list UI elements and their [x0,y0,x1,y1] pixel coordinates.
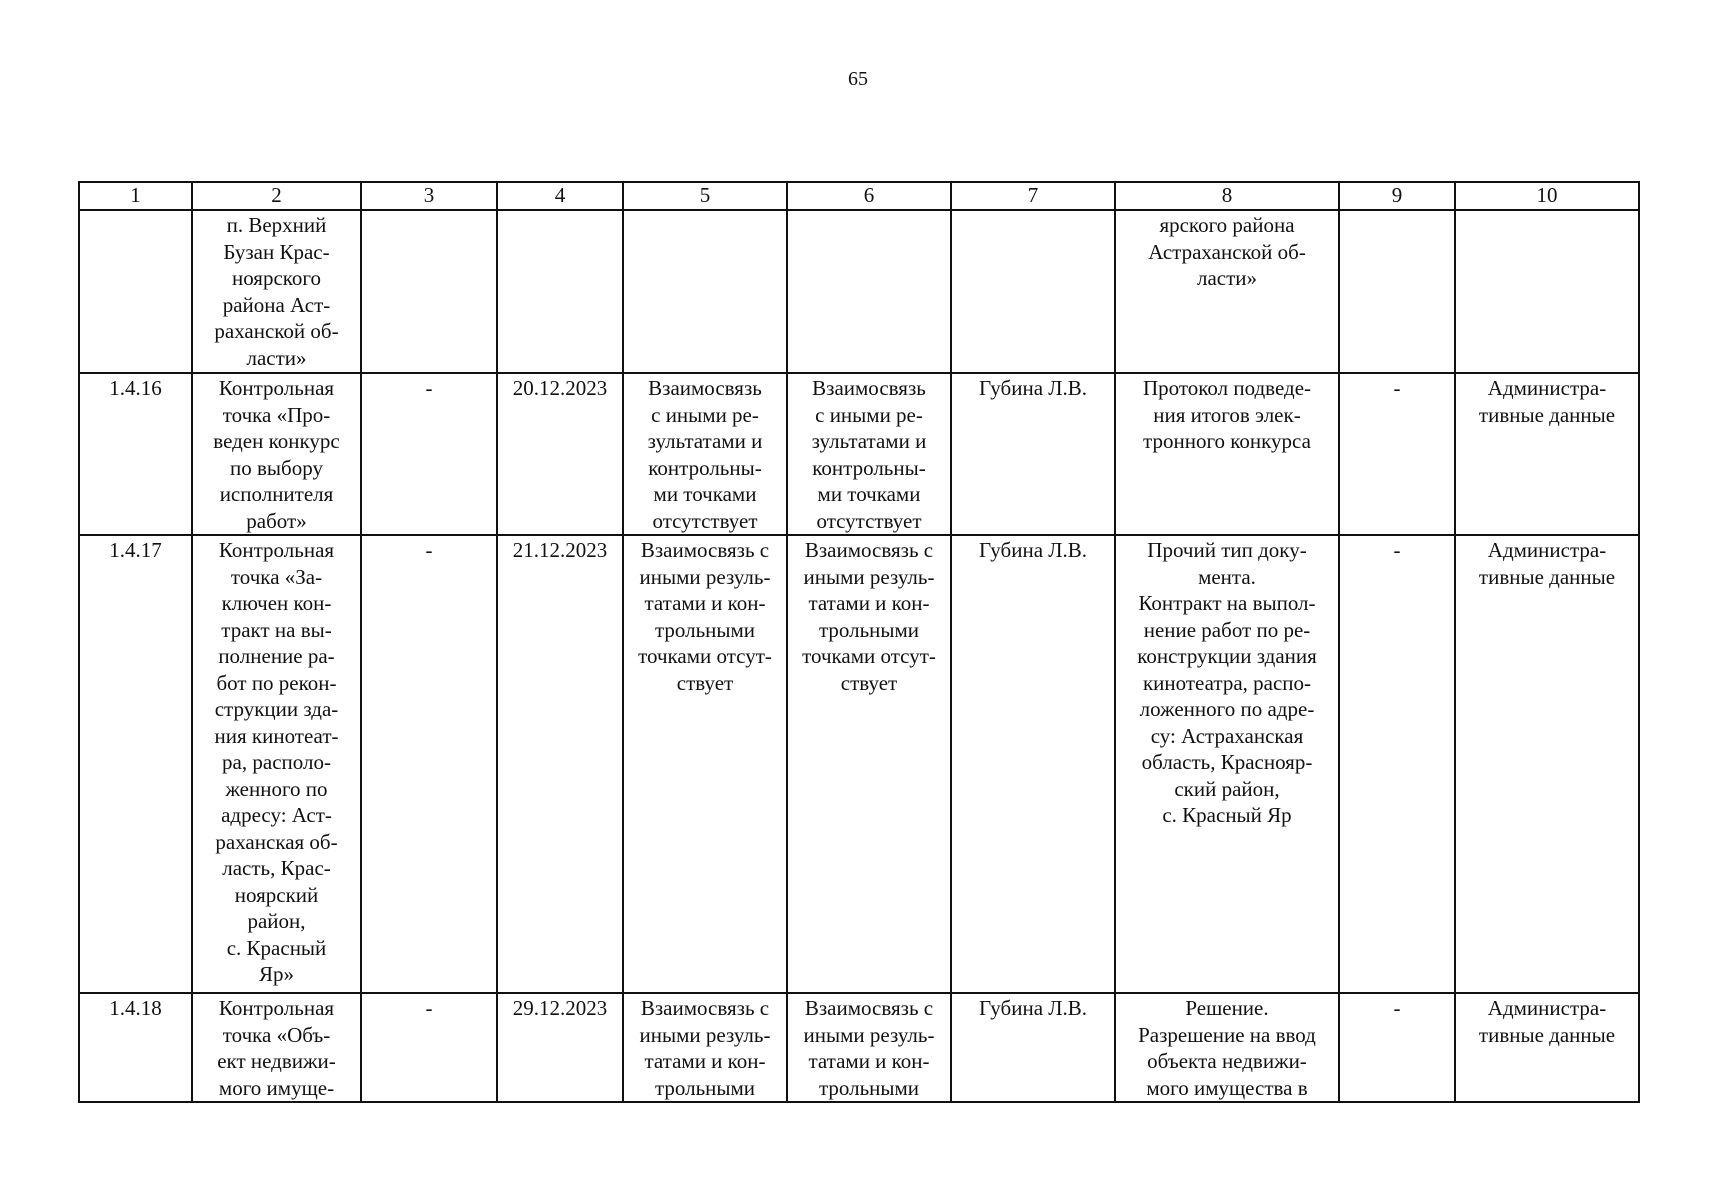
cell-text-line: бот по рекон- [216,670,337,695]
cell-text-line: ра, располо- [222,750,331,774]
cell-text-line: тронного конкурса [1143,429,1311,453]
cell-text-line: - [1393,996,1401,1020]
control-point-name-cell [192,993,361,1102]
cell-text-line: область, Краснояр- [1141,750,1313,774]
cell-text-line: иными резуль- [803,564,935,589]
column-3-cell [361,993,497,1102]
cell-text-line: Губина Л.В. [978,996,1088,1020]
cell-text-line: 1.4.17 [109,538,162,562]
responsible-cell [951,993,1115,1102]
document-cell [1115,373,1339,535]
cell-text-line: ми точками [653,482,757,506]
cell-text-line: п. Верхний [226,213,327,237]
cell-text-line: кинотеатра, распо- [1142,670,1312,695]
cell-text-line: тивные данные [1478,402,1616,427]
cell-text-line: район, [247,909,306,933]
table-row [79,535,1639,993]
cell-text-line: Решение. [1185,996,1269,1020]
column-header: 8 [1115,182,1339,210]
table-row [79,210,1639,373]
column-3-cell [361,535,497,993]
column-header: 9 [1339,182,1455,210]
cell-text-line: ключен кон- [221,591,332,615]
relation-cell [623,535,787,993]
cell-text-line: Администра- [1487,376,1607,400]
cell-text-line: 29.12.2023 [512,996,608,1020]
cell-text-line: ствует [840,670,898,695]
cell-text-line: Губина Л.В. [978,538,1088,562]
cell-text-line: Контрольная [218,376,335,400]
cell-text-line: ния кинотеат- [214,723,339,748]
cell-text-line: женного по [225,776,328,801]
cell-text-line: контрольны- [648,455,762,480]
column-3-cell [361,373,497,535]
cell-text-line: контрольны- [812,455,926,480]
cell-text-line: Контракт на выпол- [1138,591,1316,615]
cell-text-line: Администра- [1487,996,1607,1020]
cell-text-line: отсутствует [652,508,758,533]
column-header: 7 [951,182,1115,210]
cell-text-line: раханской об- [214,319,339,343]
relation-cell [787,373,951,535]
cell-text-line: ния итогов элек- [1153,402,1301,427]
cell-text-line: ложенного по адре- [1139,697,1315,721]
control-point-name-cell [192,373,361,535]
relation-cell [623,993,787,1102]
cell-text-line: зультатами и [647,429,763,453]
cell-text-line: Прочий тип доку- [1147,538,1307,562]
cell-text-line: зультатами и [811,429,927,453]
table-row [79,373,1639,535]
column-9-cell [1339,210,1455,373]
cell-text-line: - [425,376,433,400]
cell-text-line: татами и кон- [644,1049,766,1073]
cell-text-line: Контрольная [218,538,335,562]
cell-text-line: Взаимосвязь с [640,538,770,562]
control-points-table [78,181,1640,1103]
cell-text-line: иными резуль- [639,1022,771,1047]
cell-text-line: веден конкурс [213,429,340,453]
cell-text-line: точками отсут- [802,644,936,668]
cell-text-line: с иными ре- [651,402,759,427]
cell-text-line: ноярского [231,266,322,290]
cell-text-line: ствует [676,670,734,695]
cell-text-line: раханская об- [215,829,338,854]
cell-text-line: нение работ по ре- [1143,617,1311,642]
relation-cell [623,210,787,373]
cell-text-line: тивные данные [1478,1022,1616,1047]
cell-text-line: 1.4.16 [109,376,162,400]
cell-text-line: объекта недвижи- [1147,1049,1307,1073]
data-source-cell [1455,535,1639,993]
row-number-cell [79,993,192,1102]
column-header: 4 [497,182,623,210]
cell-text-line: точка «Объ- [222,1022,331,1047]
responsible-cell [951,535,1115,993]
cell-text-line: полнение ра- [218,644,335,668]
control-point-name-cell [192,535,361,993]
cell-text-line: работ» [246,508,307,533]
cell-text-line: тивные данные [1478,564,1616,589]
cell-text-line: района Аст- [222,292,331,317]
data-source-cell [1455,210,1639,373]
cell-text-line: точка «Про- [222,402,331,427]
cell-text-line: Разрешение на ввод [1138,1022,1316,1047]
column-header: 1 [79,182,192,210]
column-header: 6 [787,182,951,210]
document-cell [1115,210,1339,373]
cell-text-line: адресу: Аст- [221,803,332,827]
cell-text-line: Контрольная [218,996,335,1020]
cell-text-line: точка «За- [230,564,323,589]
cell-text-line: трольными [818,1075,920,1100]
document-cell [1115,535,1339,993]
date-cell [497,373,623,535]
row-number-cell [79,373,192,535]
column-header: 2 [192,182,361,210]
date-cell [497,535,623,993]
cell-text-line: мого имуще- [218,1075,335,1100]
cell-text-line: ярского района [1159,213,1295,237]
cell-text-line: су: Астраханская [1150,723,1304,748]
column-9-cell [1339,535,1455,993]
relation-cell [787,993,951,1102]
cell-text-line: трольными [654,1075,756,1100]
cell-text-line: с. Красный Яр [1162,803,1292,827]
cell-text-line: исполнителя [219,482,334,506]
cell-text-line: трольными [654,617,756,642]
cell-text-line: Протокол подведе- [1142,376,1312,400]
cell-text-line: ноярский [234,882,319,907]
relation-cell [787,210,951,373]
cell-text-line: 21.12.2023 [512,538,608,562]
table-row [79,993,1639,1102]
cell-text-line: трольными [818,617,920,642]
cell-text-line: мента. [1198,564,1256,589]
cell-text-line: - [1393,376,1401,400]
cell-text-line: с. Красный [226,935,327,960]
cell-text-line: с иными ре- [815,402,923,427]
cell-text-line: татами и кон- [644,591,766,615]
cell-text-line: ласти» [246,345,307,370]
column-9-cell [1339,373,1455,535]
cell-text-line: татами и кон- [808,1049,930,1073]
cell-text-line: Взаимосвязь с [804,538,934,562]
cell-text-line: - [425,996,433,1020]
responsible-cell [951,373,1115,535]
cell-text-line: Бузан Крас- [223,239,330,264]
cell-text-line: Взаимосвязь [648,376,762,400]
cell-text-line: Яр» [258,962,294,986]
column-header: 5 [623,182,787,210]
cell-text-line: Взаимосвязь с [804,996,934,1020]
column-9-cell [1339,993,1455,1102]
cell-text-line: иными резуль- [639,564,771,589]
cell-text-line: ект недвижи- [217,1049,336,1073]
cell-text-line: по выбору [230,455,323,480]
cell-text-line: ми точками [817,482,921,506]
page-number: 65 [848,68,868,90]
cell-text-line: иными резуль- [803,1022,935,1047]
cell-text-line: - [425,538,433,562]
table-header-row [79,182,1639,210]
column-header: 10 [1455,182,1639,210]
cell-text-line: - [1393,538,1401,562]
cell-text-line: 1.4.18 [109,996,162,1020]
cell-text-line: Губина Л.В. [978,376,1088,400]
cell-text-line: Администра- [1487,538,1607,562]
cell-text-line: отсутствует [816,508,922,533]
cell-text-line: мого имущества в [1146,1075,1308,1100]
cell-text-line: струкции зда- [214,697,339,721]
relation-cell [787,535,951,993]
cell-text-line: Взаимосвязь с [640,996,770,1020]
row-number-cell [79,535,192,993]
cell-text-line: Астраханской об- [1148,239,1306,264]
cell-text-line: 20.12.2023 [512,376,608,400]
date-cell [497,993,623,1102]
cell-text-line: Взаимосвязь [812,376,926,400]
control-point-name-cell [192,210,361,373]
data-source-cell [1455,373,1639,535]
cell-text-line: ский район, [1174,776,1280,801]
responsible-cell [951,210,1115,373]
cell-text-line: татами и кон- [808,591,930,615]
document-cell [1115,993,1339,1102]
cell-text-line: точками отсут- [638,644,772,668]
cell-text-line: ласти» [1196,266,1258,290]
column-header: 3 [361,182,497,210]
data-source-cell [1455,993,1639,1102]
column-3-cell [361,210,497,373]
cell-text-line: конструкции здания [1137,644,1317,668]
cell-text-line: ласть, Крас- [222,856,331,880]
cell-text-line: тракт на вы- [221,617,332,642]
row-number-cell [79,210,192,373]
date-cell [497,210,623,373]
relation-cell [623,373,787,535]
